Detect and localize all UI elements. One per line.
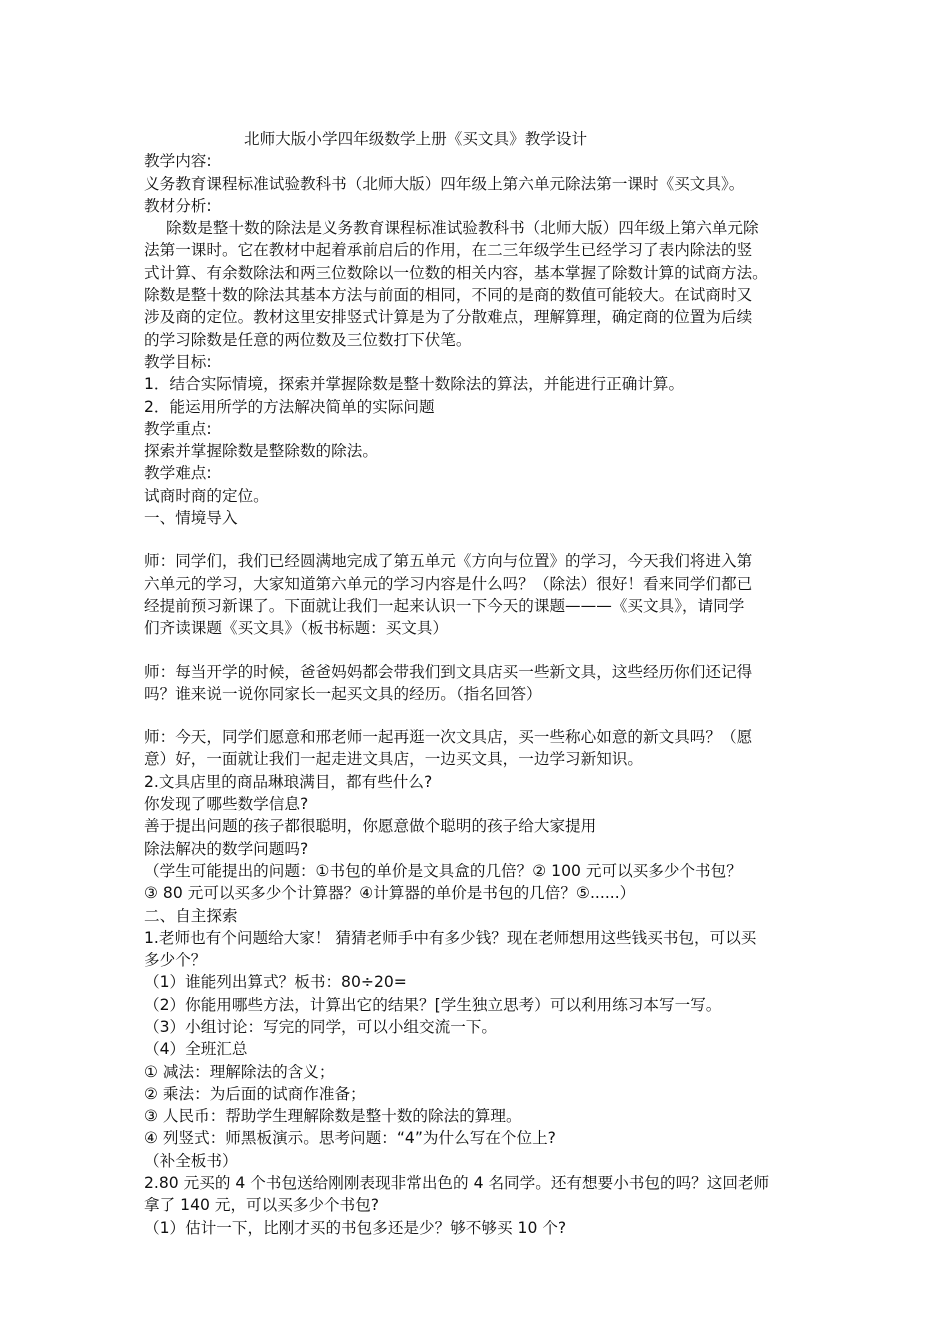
goals-heading: 教学目标:: [144, 352, 212, 371]
section-heading: 一、情境导入: [144, 509, 238, 528]
goal-item: 1．结合实际情境，探索并掌握除数是整十数除法的算法，并能进行正确计算。: [144, 375, 685, 394]
document-title: 北师大版小学四年级数学上册《买文具》教学设计: [244, 130, 588, 148]
explore-line: 拿了 140 元，可以买多少个书包?: [144, 1196, 380, 1215]
explore-line: ③ 人民币：帮助学生理解除数是整十数的除法的算理。: [144, 1107, 522, 1126]
paragraph-gap: [144, 705, 812, 726]
explore-line: 2.80 元买的 4 个书包送给刚刚表现非常出色的 4 名同学。还有想要小书包的吗？这回老师: [144, 1174, 770, 1193]
teacher-line: 你发现了哪些数学信息?: [144, 795, 309, 814]
teacher-line: 六单元的学习，大家知道第六单元的学习内容是什么吗？（除法）很好！看来同学们都已: [144, 574, 753, 593]
explore-line: （补全板书）: [144, 1151, 238, 1170]
analysis-line: 式计算、有余数除法和两三位数除以一位数的相关内容，基本掌握了除数计算的试商方法。: [144, 263, 768, 282]
teacher-line: ③ 80 元可以买多少个计算器？④计算器的单价是书包的几倍？⑤......）: [144, 884, 636, 903]
teacher-line: 吗？谁来说一说你同家长一起买文具的经历。（指名回答）: [144, 684, 542, 703]
explore-line: ④ 列竖式：师黑板演示。思考问题：“4”为什么写在个位上?: [144, 1129, 556, 1148]
analysis-line: 法第一课时。它在教材中起着承前启后的作用，在二三年级学生已经学习了表内除法的竖: [144, 241, 753, 260]
teacher-line: 经提前预习新课了。下面就让我们一起来认识一下今天的课题———《买文具》，请同学: [144, 596, 745, 615]
explore-line: （4）全班汇总: [144, 1040, 248, 1059]
analysis-line: 的学习除数是任意的两位数及三位数打下伏笔。: [144, 330, 472, 349]
teacher-line: 师：今天，同学们愿意和邢老师一起再逛一次文具店，买一些称心如意的新文具吗？（愿: [144, 728, 753, 747]
teacher-line: 师：每当开学的时候，爸爸妈妈都会带我们到文具店买一些新文具，这些经历你们还记得: [144, 662, 753, 681]
key-heading: 教学重点:: [144, 419, 212, 438]
explore-line: ① 减法：理解除法的含义；: [144, 1062, 335, 1081]
teacher-line: 善于提出问题的孩子都很聪明，你愿意做个聪明的孩子给大家提用: [144, 817, 597, 836]
teacher-line: 师：同学们，我们已经圆满地完成了第五单元《方向与位置》的学习，今天我们将进入第: [144, 552, 753, 571]
explore-line: 1.老师也有个问题给大家！ 猜猜老师手中有多少钱？现在老师想用这些钱买书包，可以买: [144, 928, 757, 947]
explore-line: 多少个？: [144, 951, 207, 970]
analysis-line: 涉及商的定位。教材这里安排竖式计算是为了分散难点，理解算理，确定商的位置为后续: [144, 308, 753, 327]
explore-line: ② 乘法：为后面的试商作准备；: [144, 1084, 366, 1103]
content-heading: 教学内容:: [144, 152, 212, 171]
analysis-heading: 教材分析:: [144, 196, 212, 215]
section-heading: 二、自主探索: [144, 906, 238, 925]
difficulty-heading: 教学难点:: [144, 464, 212, 483]
explore-line: （1）谁能列出算式？板书：80÷20=: [144, 973, 407, 992]
goal-item: 2．能运用所学的方法解决简单的实际问题: [144, 397, 435, 416]
analysis-line: 除数是整十数的除法其基本方法与前面的相同，不同的是商的数值可能较大。在试商时又: [144, 286, 753, 305]
teacher-line: 2.文具店里的商品琳琅满目，都有些什么?: [144, 772, 433, 791]
paragraph-gap: [144, 529, 812, 550]
teacher-line: 除法解决的数学问题吗?: [144, 839, 309, 858]
key-text: 探索并掌握除数是整除数的除法。: [144, 442, 378, 461]
paragraph-gap: [144, 640, 812, 661]
teacher-line: （学生可能提出的问题：①书包的单价是文具盒的几倍？② 100 元可以买多少个书包？: [144, 861, 742, 880]
explore-line: （1）估计一下，比刚才买的书包多还是少？够不够买 10 个?: [144, 1218, 567, 1237]
document-page: [144, 128, 812, 1239]
analysis-line: 除数是整十数的除法是义务教育课程标准试验教科书（北师大版）四年级上第六单元除: [166, 219, 759, 238]
difficulty-text: 试商时商的定位。: [144, 486, 269, 505]
teacher-line: 意）好，一面就让我们一起走进文具店，一边买文具，一边学习新知识。: [144, 750, 644, 769]
explore-line: （2）你能用哪些方法，计算出它的结果？[学生独立思考）可以利用练习本写一写。: [144, 995, 722, 1014]
teacher-line: 们齐读课题《买文具》（板书标题：买文具）: [144, 619, 449, 638]
content-text: 义务教育课程标准试验教科书（北师大版）四年级上第六单元除法第一课时《买文具》。: [144, 174, 745, 193]
explore-line: （3）小组讨论：写完的同学，可以小组交流一下。: [144, 1017, 497, 1036]
